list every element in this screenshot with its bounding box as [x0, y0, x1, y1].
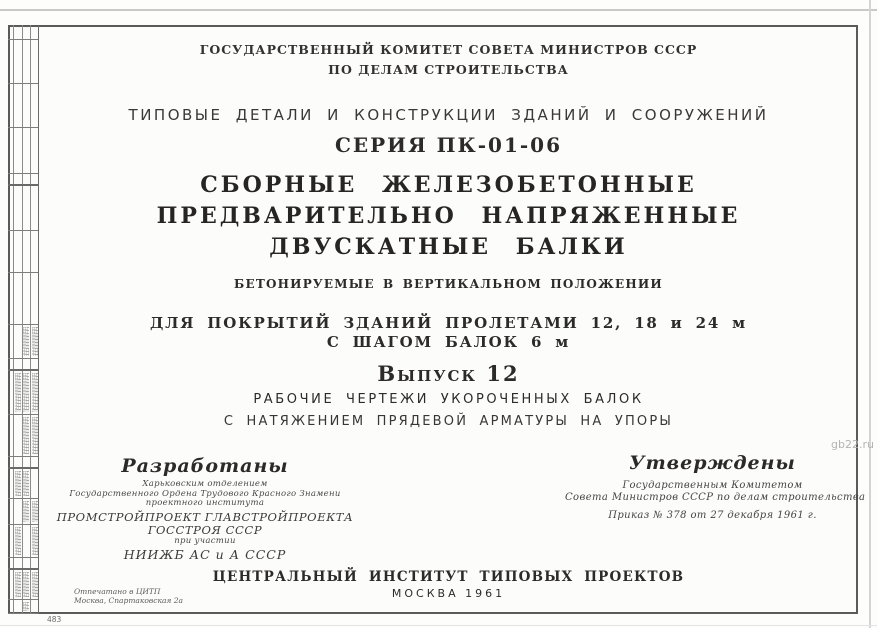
print-note-line2: Москва, Спартаковская 2а	[74, 595, 184, 605]
series-type-line: ТИПОВЫЕ ДЕТАЛИ И КОНСТРУКЦИИ ЗДАНИЙ И СООРУЖЕНИЙ	[128, 106, 769, 124]
issue-desc-line2: С НАТЯЖЕНИЕМ ПРЯДЕВОЙ АРМАТУРЫ НА УПОРЫ	[223, 414, 674, 429]
strip-cell	[8, 359, 38, 371]
approved-block	[565, 452, 866, 522]
strip-handwriting	[23, 373, 29, 412]
developed-line3: проектного института	[145, 498, 265, 508]
binding-strip	[8, 25, 39, 614]
strip-handwriting	[23, 501, 29, 522]
strip-handwriting	[15, 373, 21, 412]
developed-block	[55, 455, 355, 562]
strip-handwriting	[23, 417, 29, 454]
strip-handwriting	[32, 373, 38, 412]
strip-cell	[8, 558, 38, 570]
developed-heading: Разработаны	[121, 455, 289, 477]
application-line1: ДЛЯ ПОКРЫТИЙ ЗДАНИЙ ПРОЛЕТАМИ 12, 18 и 24 м	[150, 314, 747, 332]
issue-desc-line1: РАБОЧИЕ ЧЕРТЕЖИ УКОРОЧЕННЫХ БАЛОК	[253, 392, 644, 407]
developed-line6: при участии	[174, 535, 236, 546]
strip-handwriting	[32, 327, 38, 356]
strip-cell	[8, 231, 38, 273]
strip-cell	[8, 128, 38, 174]
approved-order-line: Приказ № 378 от 27 декабря 1961 г.	[608, 510, 817, 521]
issue-number: Выпуск 12	[377, 361, 520, 386]
publisher-institute: ЦЕНТРАЛЬНЫЙ ИНСТИТУТ ТИПОВЫХ ПРОЕКТОВ	[212, 569, 685, 585]
strip-cell	[8, 174, 38, 186]
strip-cell	[8, 186, 38, 231]
strip-cell	[8, 570, 38, 600]
strip-handwriting	[15, 471, 21, 496]
strip-cell	[8, 273, 38, 325]
strip-cell	[8, 600, 38, 614]
committee-name-line2: ПО ДЕЛАМ СТРОИТЕЛЬСТВА	[328, 62, 569, 77]
developed-line5: ГОССТРОЯ СССР	[147, 522, 263, 537]
city-year: МОСКВА 1961	[391, 587, 506, 600]
developed-line4: ПРОМСТРОЙПРОЕКТ ГЛАВСТРОЙПРОЕКТА	[56, 509, 354, 524]
strip-cell	[8, 84, 38, 128]
paper-bottom-edge	[0, 625, 877, 626]
title-line3: ДВУСКАТНЫЕ БАЛКИ	[269, 234, 628, 260]
strip-handwriting	[32, 527, 38, 555]
strip-cell	[8, 371, 38, 415]
strip-handwriting	[15, 572, 21, 597]
strip-cell	[8, 25, 38, 40]
developed-line7: НИИЖБ АС и А СССР	[123, 547, 287, 562]
strip-handwriting	[23, 602, 29, 611]
strip-cell	[8, 40, 38, 84]
title-line1: СБОРНЫЕ ЖЕЛЕЗОБЕТОННЫЕ	[200, 172, 697, 198]
strip-handwriting	[32, 501, 38, 522]
print-note	[74, 588, 183, 605]
paper-top-edge	[0, 9, 877, 11]
approved-heading: Утверждены	[629, 452, 796, 474]
strip-handwriting	[15, 527, 21, 555]
series-code: СЕРИЯ ПК-01-06	[334, 133, 563, 157]
strip-cell	[8, 415, 38, 457]
strip-cell	[8, 325, 38, 359]
title-subtitle: БЕТОНИРУЕМЫЕ В ВЕРТИКАЛЬНОМ ПОЛОЖЕНИИ	[234, 277, 663, 291]
strip-handwriting	[23, 327, 29, 356]
strip-handwriting	[23, 572, 29, 597]
print-note-line1: Отпечатано в ЦИТП	[74, 587, 161, 596]
title-line2: ПРЕДВАРИТЕЛЬНО НАПРЯЖЕННЫЕ	[156, 203, 741, 229]
strip-cell	[8, 469, 38, 499]
committee-name-line1: ГОСУДАРСТВЕННЫЙ КОМИТЕТ СОВЕТА МИНИСТРОВ СССР	[199, 42, 698, 57]
strip-cell	[8, 499, 38, 525]
watermark-text: gb22.ru	[831, 438, 874, 451]
strip-handwriting	[32, 417, 38, 454]
developed-line2: Государственного Ордена Трудового Красного Знамени	[69, 488, 341, 499]
strip-handwriting	[23, 471, 29, 496]
approved-line2: Совета Министров СССР по делам строительства	[565, 492, 866, 503]
strip-cell	[8, 525, 38, 558]
paper-right-edge	[869, 0, 871, 628]
strip-cell	[8, 457, 38, 469]
approved-line1: Государственным Комитетом	[622, 480, 803, 491]
application-line2: С ШАГОМ БАЛОК 6 м	[326, 333, 571, 351]
developed-line1: Харьковским отделением	[142, 479, 268, 489]
strip-handwriting	[32, 572, 38, 597]
page-number: 483	[47, 615, 62, 624]
